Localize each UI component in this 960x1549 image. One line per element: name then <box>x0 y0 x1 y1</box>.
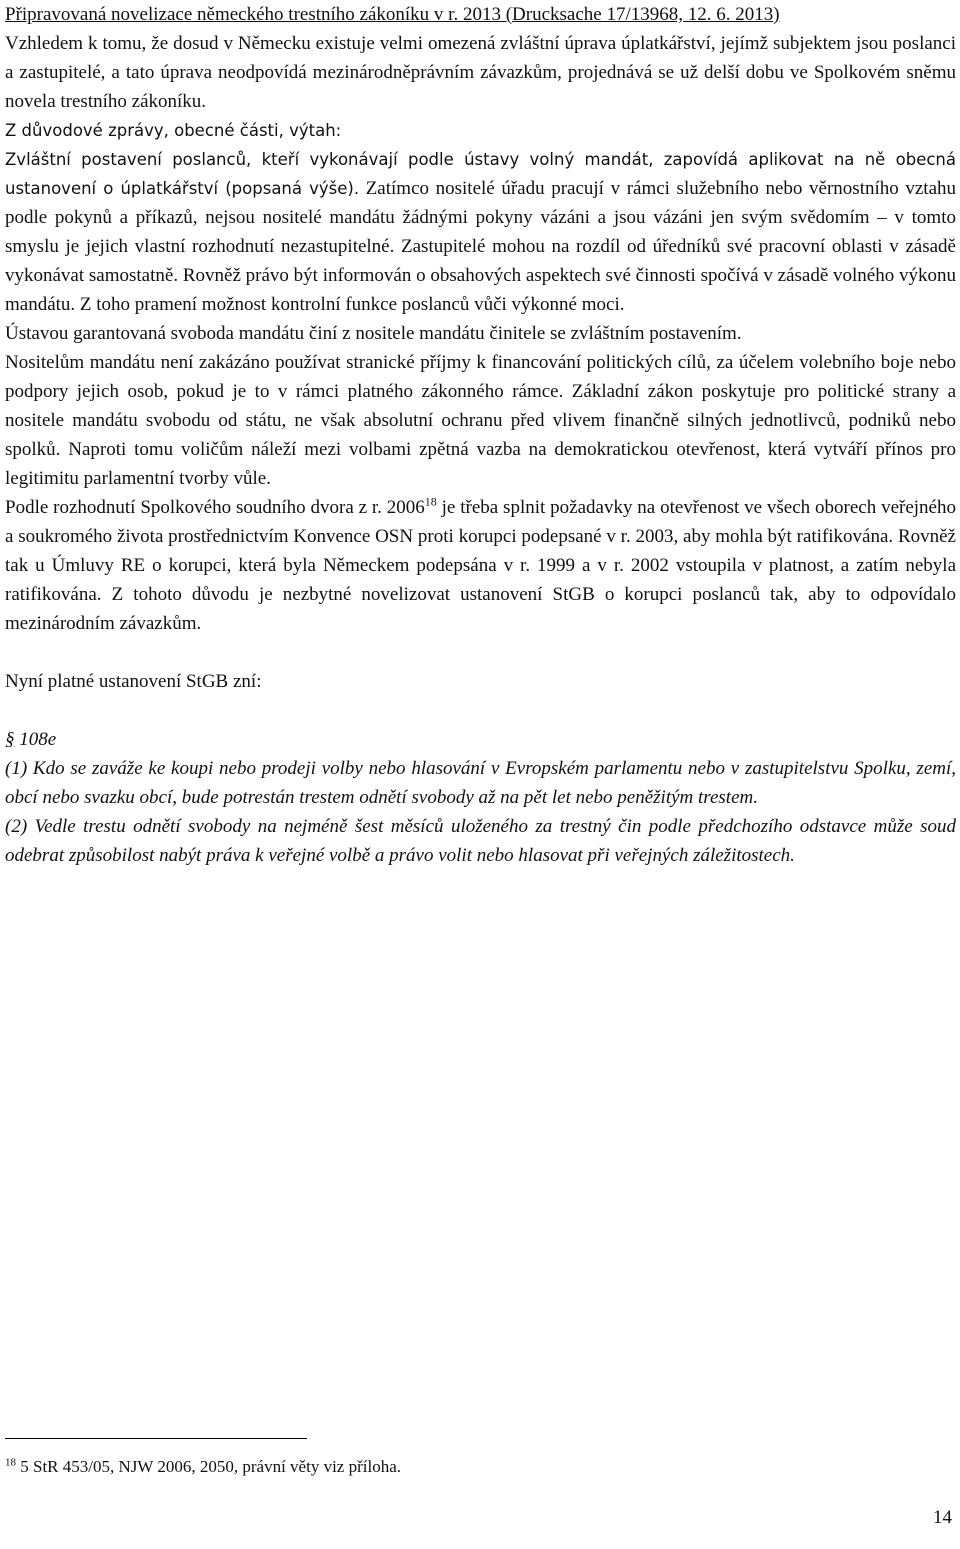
law-paragraph-2: (2) Vedle trestu odnětí svobody na nejméně šest měsíců uloženého za trestný čin podle předchozího odstavce může soud odebrat způsobilost nabýt práva k veřejné volbě a právo volit nebo hlasovat při veřejných záležitostech. <box>5 816 956 866</box>
footnote-separator <box>5 1438 307 1439</box>
paragraph-constitutional-freedom: Ústavou garantovaná svoboda mandátu činí z nositele mandátu činitele se zvláštním postavením. <box>5 323 742 344</box>
excerpt-label: Z důvodové zprávy, obecné části, výtah: <box>5 121 342 140</box>
footnote-number: 18 <box>5 1456 16 1469</box>
paragraph-free-mandate-lead: Zvláštní postavení poslanců, kteří vykonávají podle ústavy volný mandát, zapovídá aplikovat na ně obecná ustanovení o úplatkářství (popsaná výše). <box>5 150 956 198</box>
summary-paragraph: Vzhledem k tomu, že dosud v Německu existuje velmi omezená zvláštní úprava úplatkářství, jejímž subjektem jsou poslanci a zastupitelé, a tato úprava neodpovídá mezinárodněprávním závazkům, projednává se už delší dobu ve Spolkovém sněmu novela trestního zákoníku. <box>5 33 956 112</box>
spacer <box>5 696 956 725</box>
paragraph-court-decision-end: je třeba splnit požadavky na otevřenost ve všech oborech veřejného a soukromého života prostřednictvím Konvence OSN proti korupci podepsané v r. 2003, aby mohla být ratifikována. Rovněž tak u Úmluvy RE o korupci, která byla Německem podepsána v r. 1999 a v r. 2002 vstoupila v platnost, a zatím nebyla ratifikována. Z tohoto důvodu je nezbytné novelizovat ustanovení StGB o korupci poslanců tak, aby to odpovídalo mezinárodním závazkům. <box>5 497 956 634</box>
paragraph-court-decision <box>5 493 956 638</box>
section-number: 108e <box>14 729 57 750</box>
section-heading: Připravovaná novelizace německého trestního zákoníku v r. 2013 (Drucksache 17/13968, 12. 6. 2013) <box>5 4 780 25</box>
footnote-text: 5 StR 453/05, NJW 2006, 2050, právní věty viz příloha. <box>16 1457 401 1476</box>
section-symbol: § <box>5 729 15 750</box>
law-intro: Nyní platné ustanovení StGB zní: <box>5 671 262 692</box>
paragraph-free-mandate <box>5 145 956 319</box>
page-number: 14 <box>933 1507 952 1528</box>
paragraph-court-decision-start: Podle rozhodnutí Spolkového soudního dvora z r. 2006 <box>5 497 425 518</box>
paragraph-free-mandate-body: Zatímco nositelé úřadu pracují v rámci služebního nebo věrnostního vztahu podle pokynů a příkazů, nejsou nositelé mandátu žádnými pokyny vázáni a jsou vázáni jen svým svědomím – v tomto smyslu je jejich vlastní rozhodnutí nezastupitelné. Zastupitelé mohou na rozdíl od úředníků své pracovní oblasti v zásadě vykonávat samostatně. Rovněž právo být informován o obsahových aspektech své činnosti spočívá v zásadě volného výkonu mandátu. Z toho pramení možnost kontrolní funkce poslanců vůči výkonné moci. <box>5 178 957 315</box>
law-paragraph-1: (1) Kdo se zaváže ke koupi nebo prodeji volby nebo hlasování v Evropském parlamentu nebo v zastupitelstvu Spolku, zemí, obcí nebo svazku obcí, bude potrestán trestem odnětí svobody až na pět let nebo peněžitým trestem. <box>5 758 956 808</box>
section-title <box>5 725 956 754</box>
spacer <box>5 638 956 667</box>
footnote <box>5 1455 905 1479</box>
footnote-reference[interactable]: 18 <box>424 494 437 509</box>
document-page <box>5 0 956 870</box>
paragraph-party-income: Nositelům mandátu není zakázáno používat stranické příjmy k financování politických cílů, za účelem volebního boje nebo podpory jejich osob, pokud je to v rámci platného zákonného rámce. Základní zákon poskytuje pro politické strany a nositele mandátu svobodu od státu, ne však absolutní ochranu před vlivem finančně silných jednotlivců, podniků nebo spolků. Naproti tomu voličům náleží mezi volbami zpětná vazba na demokratickou otevřenost, která vytváří přínos pro legitimitu parlamentní tvorby vůle. <box>5 352 956 489</box>
